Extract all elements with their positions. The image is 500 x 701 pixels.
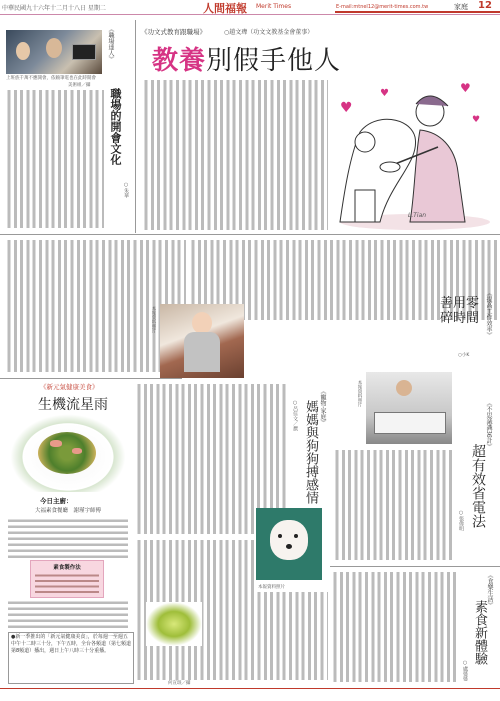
column-divider — [135, 20, 136, 233]
mother-child-illustration — [320, 72, 495, 232]
efficiency-author: ○小K — [458, 353, 470, 358]
article-body — [6, 90, 104, 228]
recipe-chef-label: 今日主廚： — [40, 497, 73, 505]
efficiency-tag: 《提高工作效率》 — [485, 290, 492, 338]
recipe-notes-title: 素食製作法 — [53, 565, 81, 571]
recipe-steps — [8, 600, 128, 628]
main-headline — [152, 40, 341, 77]
pet-title: 媽媽與狗狗搏感情 — [303, 400, 318, 504]
powersave-author: ○張偉明 — [458, 510, 464, 531]
main-column-tag: 《功文式教育跟職場》 — [141, 28, 206, 36]
recipe-broadcast-note: ●新一季推出的「新元氣健康美食」，於每週一至週五中午十二時三十分，下午五時，全台各頻道（第七頻道第8頻道）播出，週日上午八時三十分重播。 — [8, 632, 134, 684]
illustration-signature: L.Tian — [408, 212, 427, 219]
pet-article-body-lower-2 — [256, 592, 328, 680]
restaurant-photo — [160, 304, 244, 378]
newspaper-logo-en: Merit Times — [256, 3, 292, 10]
pet-tag: 《寵物‧家庭》 — [319, 388, 326, 426]
restaurant-photo-credit: 本報資料照片 — [151, 306, 156, 333]
vegetable-dish-photo — [146, 602, 202, 646]
vegfood-body — [332, 572, 456, 682]
headline-highlight: 教養 — [152, 46, 207, 76]
svg-text:♥: ♥ — [460, 81, 471, 95]
page-bottom-rule — [0, 688, 500, 689]
powersave-body — [334, 450, 452, 560]
page-header — [0, 0, 500, 15]
section-name: 家庭 — [454, 3, 468, 11]
band-divider — [0, 378, 182, 379]
meeting-photo-credit: 美術組／攝 — [68, 83, 91, 88]
meeting-photo — [6, 30, 102, 74]
salad-photo — [10, 414, 126, 492]
right-band-divider — [330, 566, 500, 567]
page-number: 12 — [478, 0, 492, 11]
left-column-body — [6, 240, 186, 372]
recipe-ingredients — [8, 518, 128, 558]
article-title: 職場的開會文化 — [109, 88, 122, 165]
issue-date: 中華民國九十六年十二月十八日 星期二 — [2, 5, 106, 12]
column-tag: 《職場達人》 — [107, 26, 114, 62]
main-byline: ○趙文瑋（功文文教基金會董事） — [224, 29, 314, 36]
headline-rest: 別假手他人 — [206, 46, 342, 76]
contact-email[interactable]: E-mail:mtnel12@merit-times.com.tw — [336, 4, 429, 10]
section-divider — [136, 234, 500, 235]
meeting-photo-caption: 上班族千萬不應開會，依賴筆電也在此時開會 — [6, 76, 96, 81]
pet-author: ○呂佳文／撰 — [292, 400, 298, 431]
dog-photo-credit: 本報資料照片 — [258, 585, 285, 590]
svg-text:♥: ♥ — [472, 115, 481, 125]
svg-text:♥: ♥ — [340, 100, 353, 116]
header-accent-bar — [335, 11, 500, 13]
vegetable-photo-credit: 何宣珉／攝 — [168, 681, 191, 686]
article-author: ○朱華 — [123, 182, 129, 198]
vegfood-title: 素食新體驗 — [472, 600, 487, 665]
recipe-title: 生機流星雨 — [38, 397, 108, 413]
appliance-photo — [366, 372, 452, 444]
section-divider-left — [0, 234, 136, 235]
newspaper-logo: 人間福報 — [203, 2, 247, 15]
powersave-tag: 《不思議識36計》 — [485, 400, 492, 450]
efficiency-title: 善用零碎時間 — [440, 296, 480, 326]
recipe-notes-box — [30, 560, 104, 598]
vegfood-tag: 《食樂生活》 — [486, 572, 493, 608]
vegfood-author: ○盧婆婆 — [462, 660, 468, 681]
powersave-title: 超有效省電法 — [470, 444, 486, 528]
recipe-chef: 大福素食餐廳 謝瑾宇師傅 — [35, 508, 102, 514]
dog-photo — [256, 508, 322, 580]
main-article-body — [143, 80, 328, 230]
svg-text:♥: ♥ — [380, 88, 389, 99]
appliance-photo-credit: 本報資料照片 — [357, 380, 362, 407]
recipe-tag: 《新元氣健康美食》 — [40, 383, 99, 391]
